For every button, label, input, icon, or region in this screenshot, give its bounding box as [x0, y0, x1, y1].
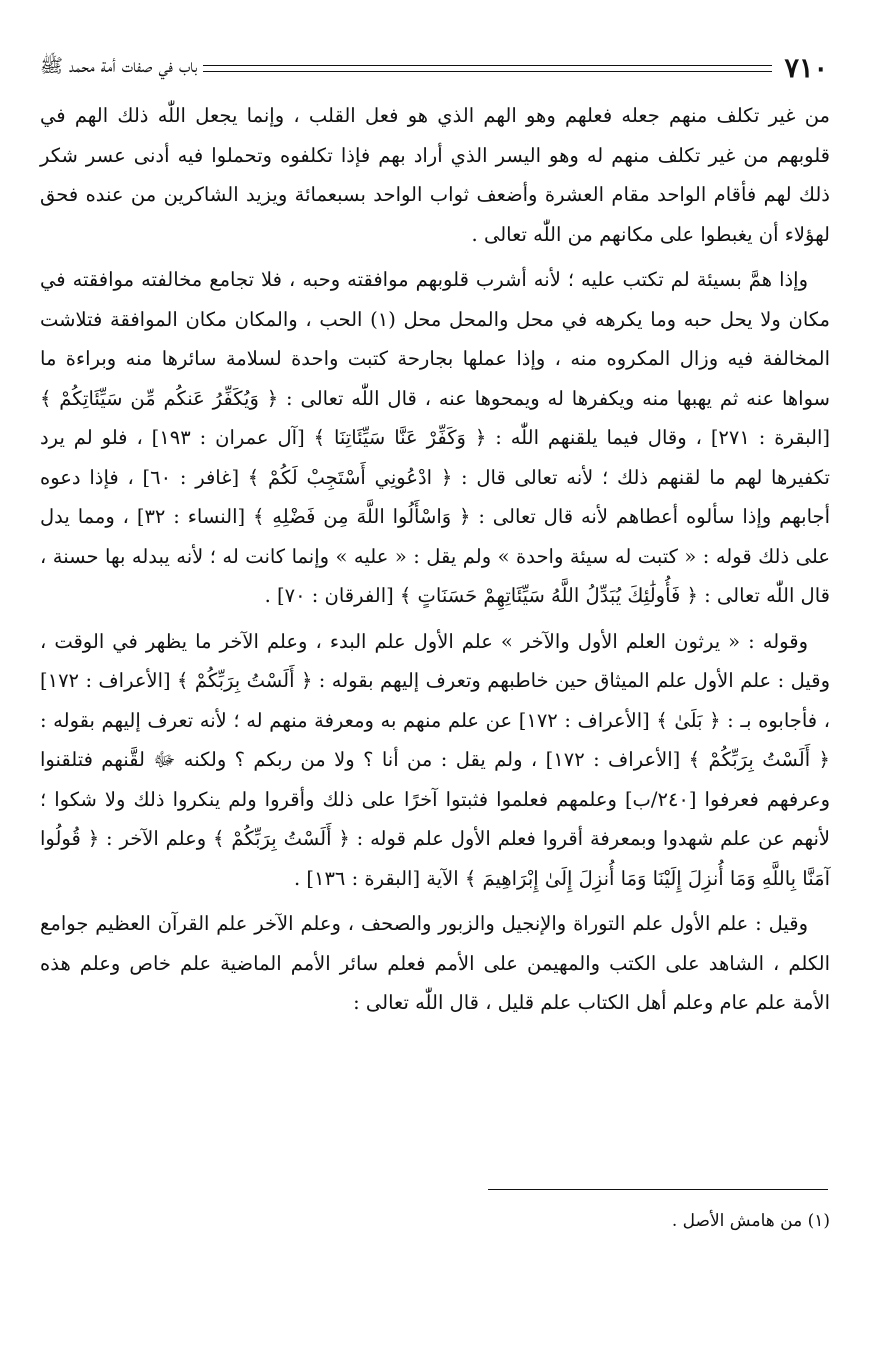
footnote: (١) من هامش الأصل .	[671, 1211, 830, 1231]
header-rule	[203, 65, 772, 72]
footnote-divider	[488, 1189, 828, 1190]
main-text	[40, 96, 830, 1029]
paragraph-4: وقيل : علم الأول علم التوراة والإنجيل والزبور والصحف ، وعلم الآخر علم القرآن العظيم جوامع الكلم ، الشاهد على الكتب والمهيمن على الأمم فعلم سائر الأمم الماضية علم خاص وعلم هذه الأمة علم عام وعلم أهل الكتاب علم قليل ، قال اللّٰه تعالى :	[40, 912, 830, 1014]
paragraph-1: من غير تكلف منهم جعله فعلهم وهو الهم الذي هو فعل القلب ، وإنما يجعل اللّٰه ذلك الهم في قلوبهم من غير تكلف منهم له وهو اليسر الذي أراد بهم فإذا تكلفوه وتحملوا فيه أدنى عسر شكر ذلك لهم فأقام الواحد مقام العشرة وأضعف ثواب الواحد بسبعمائة ويزيد الشاكرين من عنده فحق لهؤلاء أن يغبطوا على مكانهم من اللّٰه تعالى .	[40, 104, 830, 246]
paragraph-3: وقوله : « يرثون العلم الأول والآخر » علم الأول علم البدء ، وعلم الآخر ما يظهر في الوقت ، وقيل : علم الأول علم الميثاق حين خاطبهم وتعرف إليهم بقوله : ﴿ أَلَسْتُ بِرَبِّكُمْ ﴾ [الأعراف : ١٧٢] ، فأجابوه بـ : ﴿ بَلَىٰ ﴾ [الأعراف : ١٧٢] عن علم منهم به ومعرفة منهم له ؛ لأنه تعرف إليهم بقوله : ﴿ أَلَسْتُ بِرَبِّكُمْ ﴾ [الأعراف : ١٧٢] ، ولم يقل : من أنا ؟ ولا من ربكم ؟ ولكنه ﷻ لقَّنهم فتلقنوا وعرفهم فعرفوا [٢٤٠/ب] وعلمهم فعلموا فثبتوا آخرًا على ذلك وأقروا ولم ينكروا ذلك ولا شكوا ؛ لأنهم عن علم شهدوا وبمعرفة أقروا فعلم الأول علم قوله : ﴿ أَلَسْتُ بِرَبِّكُمْ ﴾ وعلم الآخر : ﴿ قُولُوا آمَنَّا بِاللَّهِ وَمَا أُنزِلَ إِلَيْنَا وَمَا أُنزِلَ إِلَىٰ إِبْرَاهِيمَ ﴾ الآية [البقرة : ١٣٦] .	[40, 629, 831, 890]
page-header	[40, 50, 828, 86]
paragraph-2: وإذا همَّ بسيئة لم تكتب عليه ؛ لأنه أشرب قلوبهم موافقته وحبه ، فلا تجامع مخالفته موافقته في مكان ولا يحل حبه وما يكرهه في محل والمحل محل (١) الحب ، والمكان مكان الموافقة فتلاشت المخالفة فيه وزال المكروه منه ، وإذا عملها بجارحة كتبت واحدة لسلامة سائرها منه وبراءة ما سواها عنه ثم يهبها منه ويكفرها له ويمحوها عنه ، قال اللّٰه تعالى : ﴿ وَيُكَفِّرُ عَنكُم مِّن سَيِّئَاتِكُمْ ﴾ [البقرة : ٢٧١] ، وقال فيما يلقنهم اللّٰه : ﴿ وَكَفِّرْ عَنَّا سَيِّئَاتِنَا ﴾ [آل عمران : ١٩٣] ، فلو لم يرد تكفيرها لهم ما لقنهم ذلك ؛ لأنه تعالى قال : ﴿ ادْعُونِي أَسْتَجِبْ لَكُمْ ﴾ [غافر : ٦٠] ، فإذا دعوه أجابهم وإذا سألوه أعطاهم لأنه قال تعالى : ﴿ وَاسْأَلُوا اللَّهَ مِن فَضْلِهِ ﴾ [النساء : ٣٢] ، ومما يدل على ذلك قوله : « كتبت له سيئة واحدة » ولم يقل : « عليه » وإنما كانت له ؛ لأنه يبدله بها حسنة ، قال اللّٰه تعالى : ﴿ فَأُولَٰئِكَ يُبَدِّلُ اللَّهُ سَيِّئَاتِهِمْ حَسَنَاتٍ ﴾ [الفرقان : ٧٠] .	[40, 268, 830, 607]
running-title: باب في صفات أمة محمد ﷺ	[40, 55, 198, 77]
page-number: ٧١٠	[784, 52, 828, 84]
